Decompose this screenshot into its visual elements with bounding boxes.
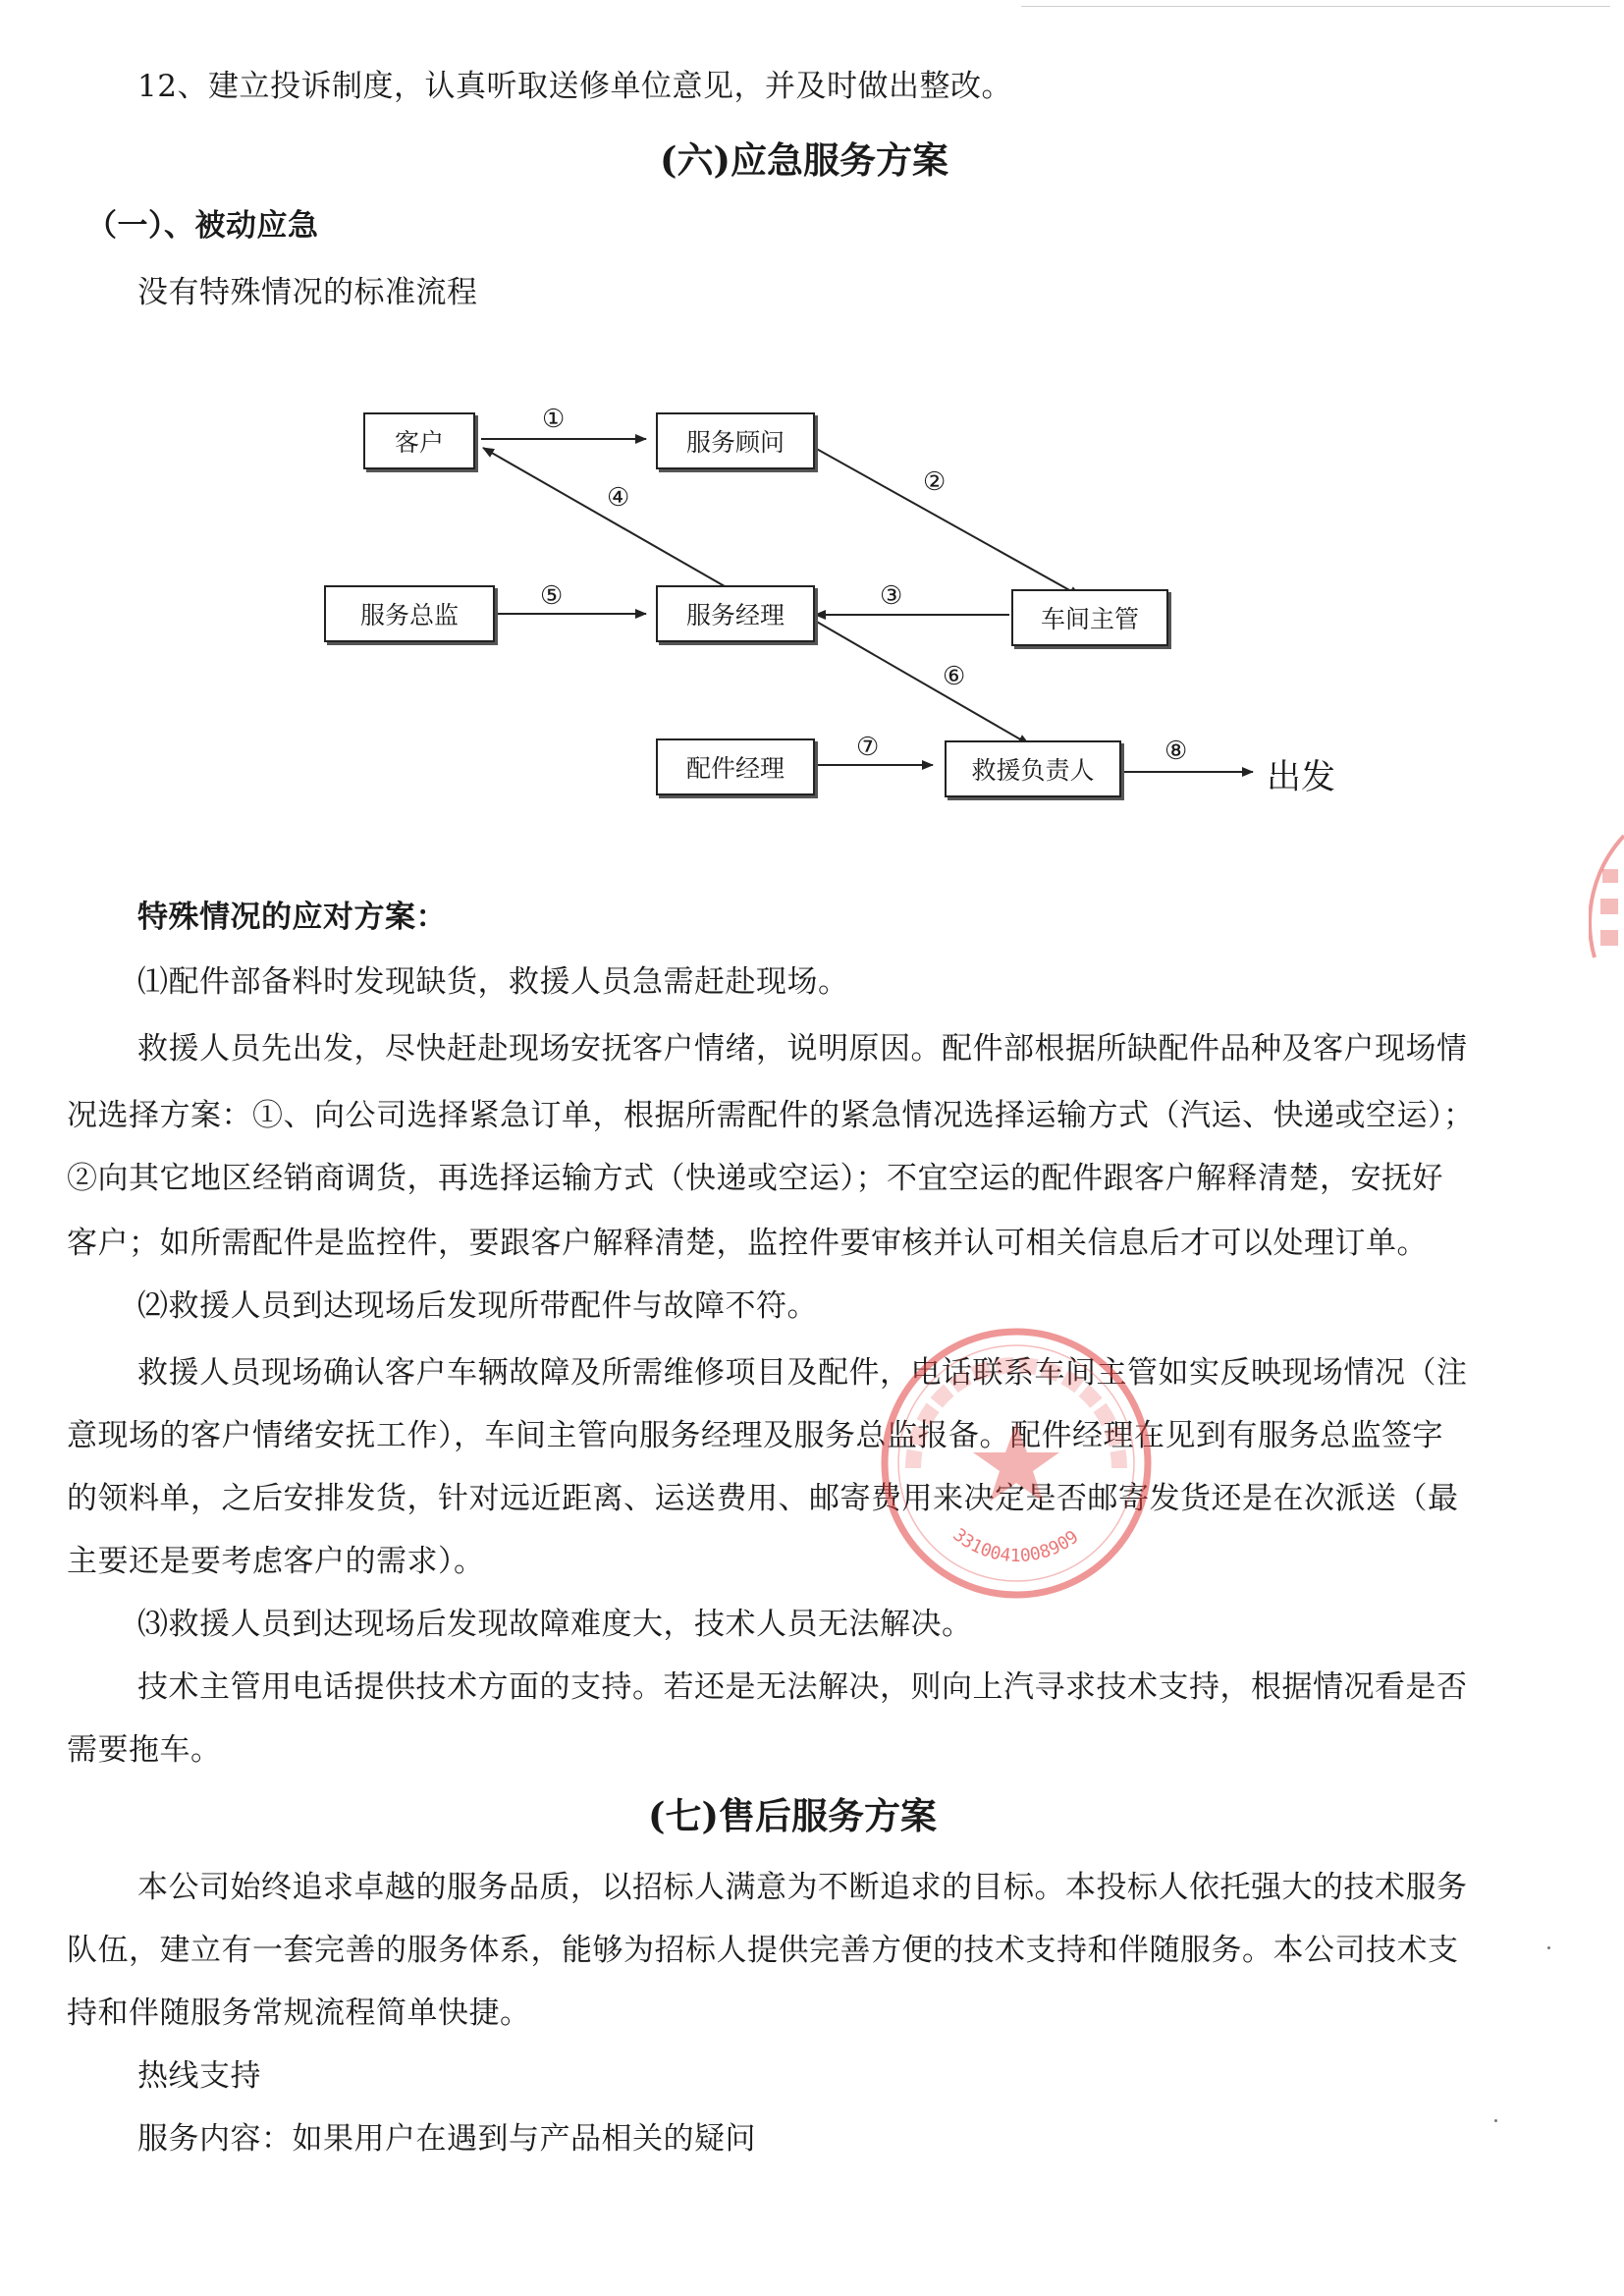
aftersales-body: 本公司始终追求卓越的服务品质，以招标人满意为不断追求的目标。本投标人依托强大的技术服务 bbox=[137, 1870, 1468, 1905]
case-2-body: 的领料单，之后安排发货，针对远近距离、运送费用、邮寄费用来决定是否邮寄发货还是在次派送（最 bbox=[67, 1481, 1459, 1516]
step-6-label: ⑥ bbox=[943, 662, 966, 691]
case-2-body: 救援人员现场确认客户车辆故障及所需维修项目及配件，电话联系车间主管如实反映现场情况（注 bbox=[137, 1355, 1468, 1391]
node-service-advisor: 服务顾问 bbox=[656, 412, 815, 469]
scan-speck bbox=[1494, 2119, 1497, 2122]
section-7-heading: (七)售后服务方案 bbox=[648, 1794, 938, 1837]
standard-flowchart bbox=[295, 373, 1375, 835]
item-12-text: 12、建立投诉制度，认真听取送修单位意见，并及时做出整改。 bbox=[137, 69, 1012, 104]
node-service-director: 服务总监 bbox=[324, 585, 495, 642]
node-workshop-supervisor: 车间主管 bbox=[1011, 589, 1168, 646]
case-3-body: 需要拖车。 bbox=[67, 1732, 222, 1768]
partial-seal-edge bbox=[1589, 830, 1624, 1085]
case-1-body: 况选择方案：①、向公司选择紧急订单，根据所需配件的紧急情况选择运输方式（汽运、快递或空运）； bbox=[67, 1098, 1475, 1133]
aftersales-body: 持和伴随服务常规流程简单快捷。 bbox=[67, 1995, 531, 2031]
step-4-label: ④ bbox=[607, 483, 630, 513]
step-7-label: ⑦ bbox=[856, 733, 880, 762]
step-5-label: ⑤ bbox=[540, 581, 564, 611]
node-service-manager: 服务经理 bbox=[656, 585, 815, 642]
case-1-title: ⑴配件部备料时发现缺货，救援人员急需赶赴现场。 bbox=[137, 964, 849, 1000]
subsection-passive-heading: （一）、被动应急 bbox=[86, 208, 319, 244]
case-2-body: 主要还是要考虑客户的需求）。 bbox=[67, 1544, 485, 1579]
node-rescue-lead: 救援负责人 bbox=[945, 740, 1121, 797]
seal-code: 3310041008909 bbox=[948, 1524, 1083, 1567]
case-2-title: ⑵救援人员到达现场后发现所带配件与故障不符。 bbox=[137, 1288, 818, 1324]
special-cases-heading: 特殊情况的应对方案： bbox=[137, 900, 447, 935]
step-2-label: ② bbox=[923, 467, 947, 497]
service-content-text: 服务内容：如果用户在遇到与产品相关的疑问 bbox=[137, 2121, 756, 2157]
arrow-2 bbox=[813, 447, 1080, 596]
scan-speck bbox=[1547, 1946, 1550, 1949]
scan-edge-line bbox=[1021, 6, 1610, 7]
case-2-body: 意现场的客户情绪安抚工作），车间主管向服务经理及服务总监报备。配件经理在见到有服务总监签字 bbox=[67, 1418, 1443, 1453]
step-8-label: ⑧ bbox=[1164, 737, 1188, 766]
step-1-label: ① bbox=[542, 405, 566, 434]
arrow-6 bbox=[815, 621, 1029, 744]
case-1-body: 救援人员先出发，尽快赶赴现场安抚客户情绪，说明原因。配件部根据所缺配件品种及客户现场情 bbox=[137, 1031, 1468, 1066]
node-parts-manager: 配件经理 bbox=[656, 738, 815, 795]
step-3-label: ③ bbox=[880, 581, 903, 611]
case-1-body: ②向其它地区经销商调货，再选择运输方式（快递或空运）；不宜空运的配件跟客户解释清楚，安抚好 bbox=[67, 1161, 1443, 1196]
aftersales-body: 队伍，建立有一套完善的服务体系，能够为招标人提供完善方便的技术支持和伴随服务。本公司技术支 bbox=[67, 1933, 1459, 1968]
case-3-body: 技术主管用电话提供技术方面的支持。若还是无法解决，则向上汽寻求技术支持，根据情况看是否 bbox=[137, 1669, 1468, 1705]
company-seal bbox=[874, 1321, 1159, 1606]
flow-intro-text: 没有特殊情况的标准流程 bbox=[137, 275, 478, 310]
case-1-body: 客户；如所需配件是监控件，要跟客户解释清楚，监控件要审核并认可相关信息后才可以处理订单。 bbox=[67, 1226, 1428, 1261]
case-3-title: ⑶救援人员到达现场后发现故障难度大，技术人员无法解决。 bbox=[137, 1607, 973, 1642]
hotline-support-label: 热线支持 bbox=[137, 2058, 261, 2094]
section-6-heading: (六)应急服务方案 bbox=[660, 138, 949, 182]
flow-exit-label: 出发 bbox=[1267, 758, 1336, 797]
node-customer: 客户 bbox=[363, 412, 475, 469]
